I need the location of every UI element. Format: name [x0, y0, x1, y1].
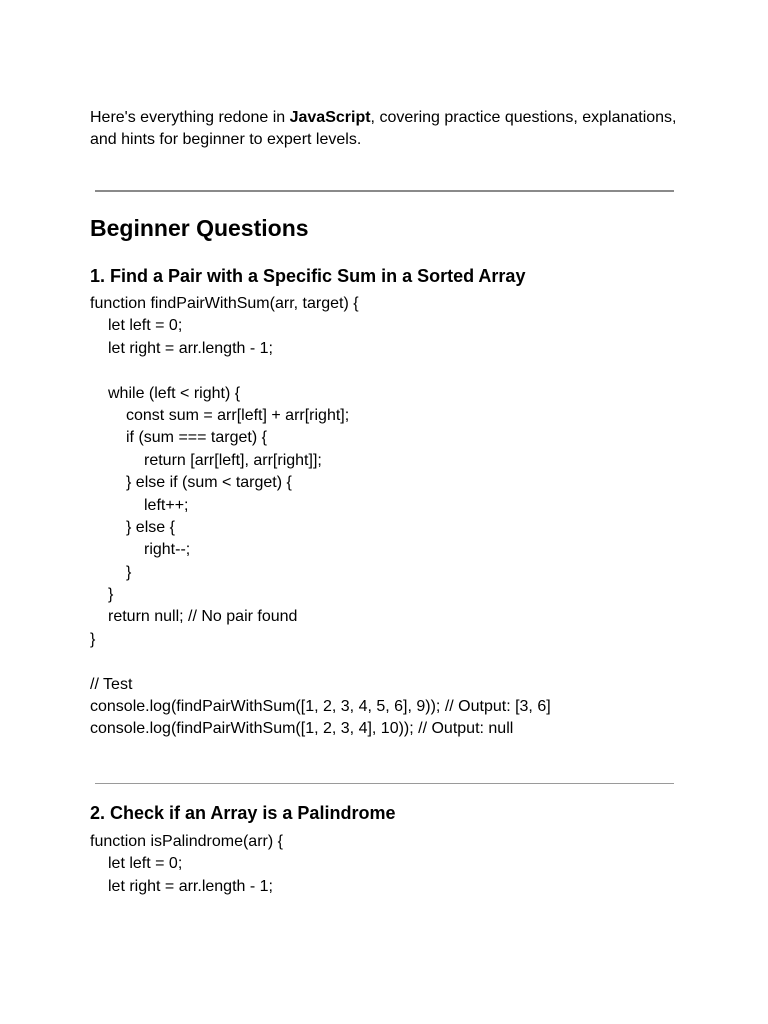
code-line: console.log(findPairWithSum([1, 2, 3, 4], 10)); // Output: null	[90, 720, 514, 738]
code-line: // Test	[90, 675, 133, 693]
code-line: function isPalindrome(arr) {	[90, 833, 283, 850]
intro-paragraph	[90, 107, 690, 152]
code-line: let right = arr.length - 1;	[108, 339, 273, 357]
question-2-heading: 2. Check if an Array is a Palindrome	[90, 803, 396, 823]
code-line: if (sum === target) {	[126, 429, 267, 447]
code-line: while (left < right) {	[108, 384, 241, 402]
code-line	[90, 360, 551, 382]
intro-emphasis: JavaScript	[289, 109, 371, 126]
code-line: function findPairWithSum(arr, target) {	[90, 295, 359, 312]
code-line: console.log(findPairWithSum([1, 2, 3, 4, 5, 6], 9)); // Output: [3, 6]	[90, 698, 551, 716]
code-line: left++;	[144, 496, 189, 514]
section-heading: Beginner Questions	[90, 215, 309, 241]
question-divider	[95, 783, 674, 784]
code-line: } else {	[126, 518, 175, 536]
code-line: let left = 0;	[108, 855, 183, 873]
code-line: return [arr[left], arr[right]];	[144, 451, 322, 469]
code-line: }	[90, 630, 96, 648]
code-line: let right = arr.length - 1;	[108, 877, 273, 895]
code-line: return null; // No pair found	[108, 608, 298, 626]
question-1-heading: 1. Find a Pair with a Specific Sum in a Sorted Array	[90, 266, 526, 286]
code-line: const sum = arr[left] + arr[right];	[126, 406, 350, 424]
intro-text-after: , covering practice questions, explanations, and hints for beginner to expert levels.	[90, 109, 677, 149]
code-line: }	[108, 586, 114, 604]
section-divider	[95, 190, 674, 192]
code-line: right--;	[144, 541, 191, 559]
question-1-code-block	[90, 293, 551, 741]
code-line: }	[126, 563, 132, 581]
intro-text-before: Here's everything redone in	[90, 109, 290, 126]
question-2-code-block	[90, 831, 283, 898]
code-line: } else if (sum < target) {	[126, 474, 292, 492]
code-line	[90, 651, 551, 673]
code-line: let left = 0;	[108, 317, 183, 335]
